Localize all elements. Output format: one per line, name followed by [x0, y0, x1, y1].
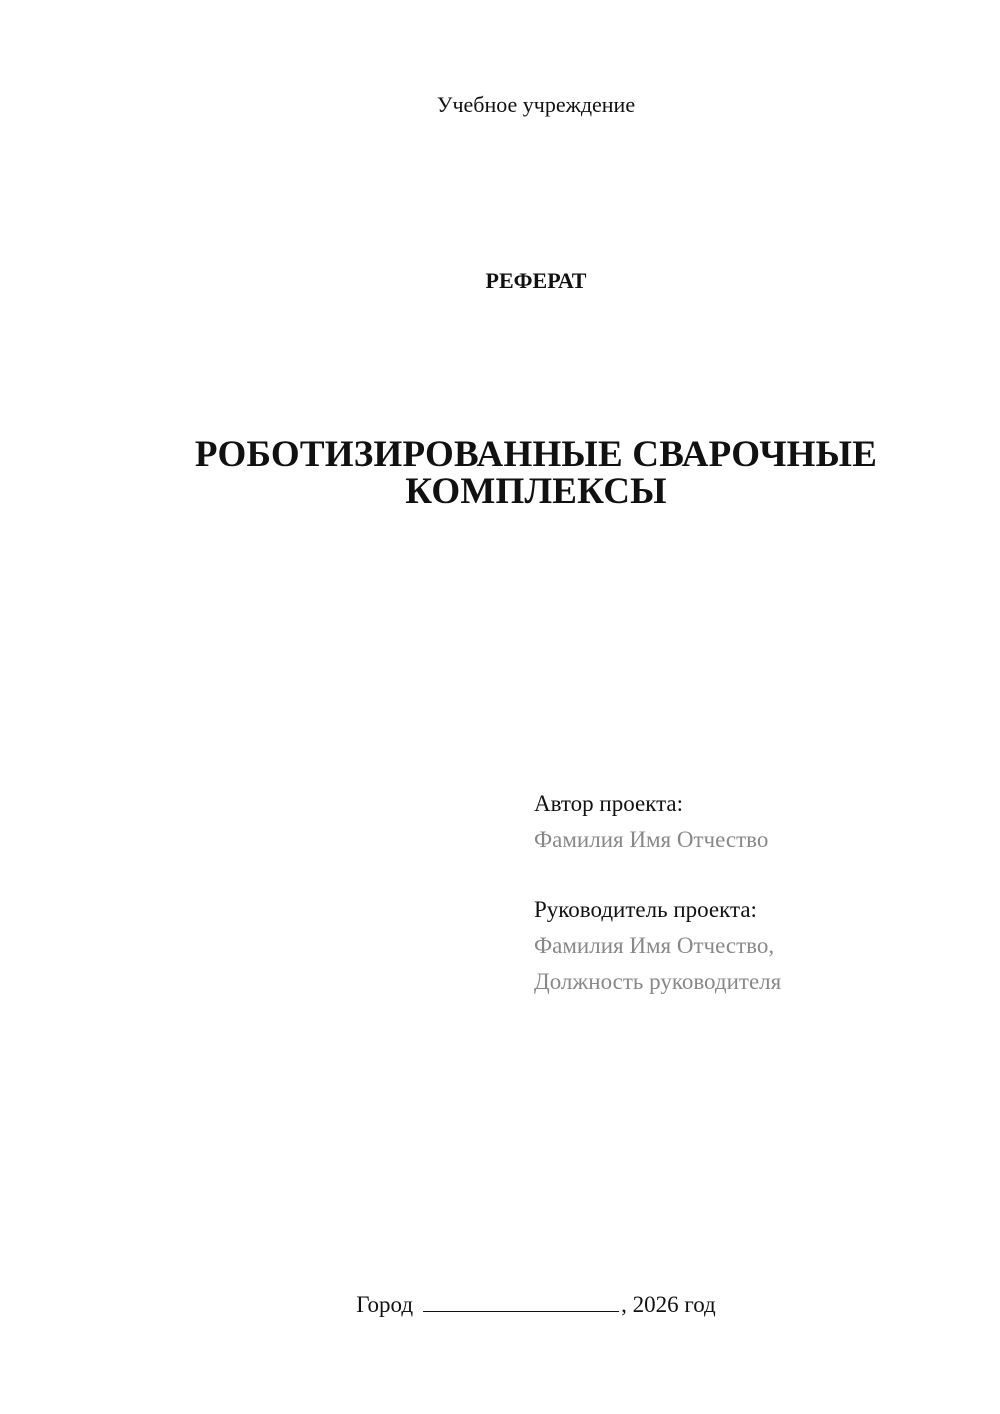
- author-label: Автор проекта:: [534, 791, 683, 816]
- supervisor-position: Должность руководителя: [534, 969, 782, 994]
- supervisor-label: Руководитель проекта:: [534, 897, 757, 922]
- author-name: Фамилия Имя Отчество: [534, 827, 769, 852]
- title-line-2: КОМПЛЕКСЫ: [405, 471, 667, 512]
- authors-spacer: [534, 858, 974, 892]
- title-line-1: РОБОТИЗИРОВАННЫЕ СВАРОЧНЫЕ: [194, 434, 878, 475]
- document-type: РЕФЕРАТ: [485, 268, 587, 293]
- institution-name: Учебное учреждение: [436, 92, 636, 117]
- year-text: , 2026 год: [621, 1292, 716, 1317]
- authors-block: [534, 786, 974, 1000]
- city-label: Город: [356, 1292, 414, 1317]
- document-title: [0, 436, 1000, 510]
- supervisor-name: Фамилия Имя Отчество,: [534, 933, 775, 958]
- city-year-line: [0, 1290, 1000, 1320]
- city-blank-underline: [423, 1290, 619, 1312]
